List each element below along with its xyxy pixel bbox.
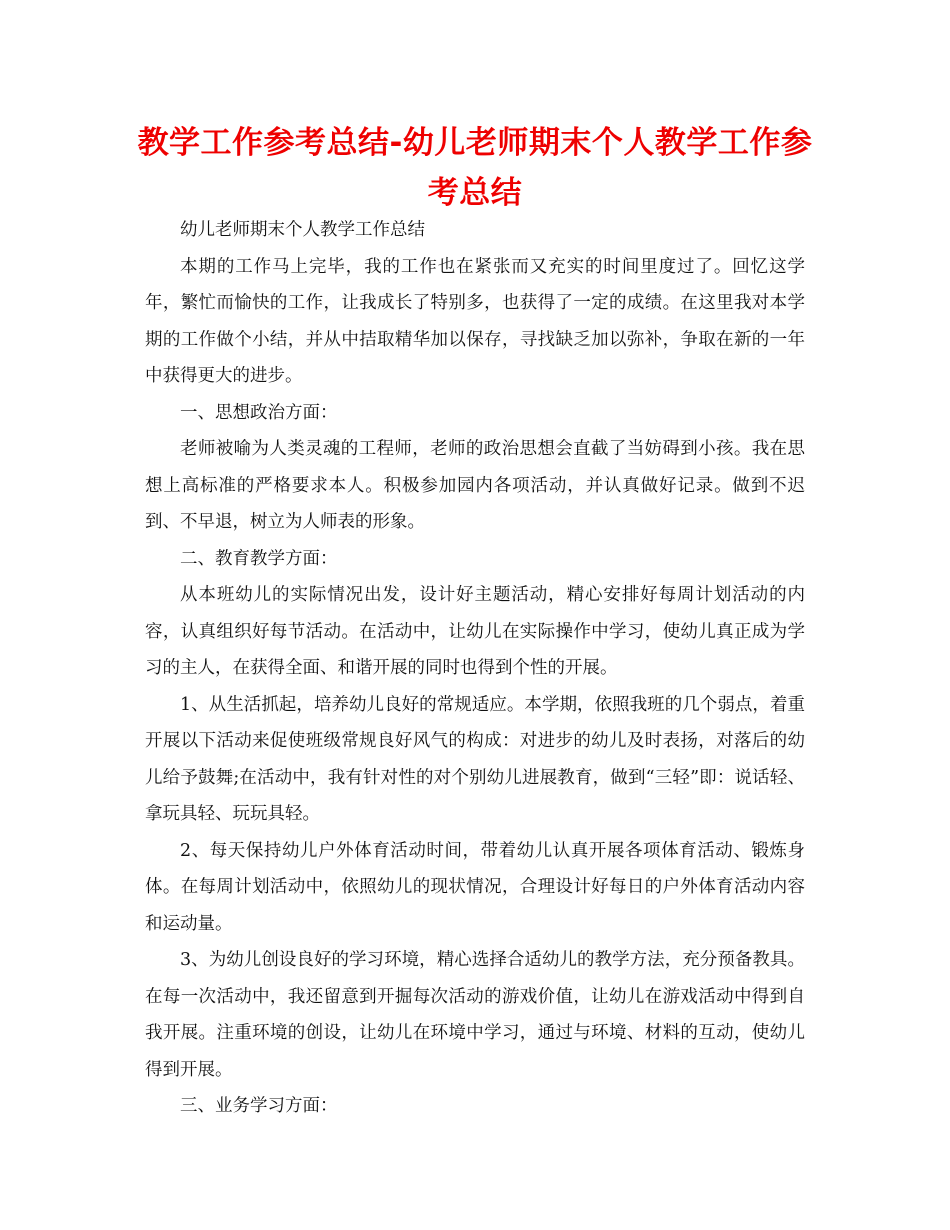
teaching-item-3: 3、为幼儿创设良好的学习环境，精心选择合适幼儿的教学方法，充分预备教具。在每一次活动中，我还留意到开掘每次活动的游戏价值，让幼儿在游戏活动中得到自我开展。注重环境的创设，让幼儿在环境中学习，通过与环境、材料的互动，使幼儿得到开展。 — [145, 950, 805, 1080]
document-body — [145, 212, 805, 1125]
politics-paragraph: 老师被喻为人类灵魂的工程师，老师的政治思想会直截了当妨碍到小孩。我在思想上高标准的严格要求本人。积极参加园内各项活动，并认真做好记录。做到不迟到、不早退，树立为人师表的形象。 — [145, 439, 805, 532]
section-heading-politics: 一、思想政治方面： — [180, 402, 338, 423]
teaching-item-2: 2、每天保持幼儿户外体育活动时间，带着幼儿认真开展各项体育活动、锻炼身体。在每周计划活动中，依照幼儿的现状情况，合理设计好每日的户外体育活动内容和运动量。 — [145, 840, 805, 934]
subtitle-paragraph: 幼儿老师期末个人教学工作总结 — [180, 220, 425, 240]
teaching-item-1: 1、从生活抓起，培养幼儿良好的常规适应。本学期，依照我班的几个弱点，着重开展以下活动来促使班级常规良好风气的构成：对进步的幼儿及时表扬，对落后的幼儿给予鼓舞;在活动中，我有针对性的对个别幼儿进展教育，做到“三轻”即：说话轻、拿玩具轻、玩玩具轻。 — [145, 694, 805, 824]
teaching-paragraph: 从本班幼儿的实际情况出发，设计好主题活动，精心安排好每周计划活动的内容，认真组织好每节活动。在活动中，让幼儿在实际操作中学习，使幼儿真正成为学习的主人，在获得全面、和谐开展的同时也得到个性的开展。 — [145, 585, 805, 678]
section-heading-teaching: 二、教育教学方面： — [180, 548, 338, 569]
document-title: 教学工作参考总结-幼儿老师期末个人教学工作参考总结 — [137, 125, 813, 211]
intro-paragraph: 本期的工作马上完毕，我的工作也在紧张而又充实的时间里度过了。回忆这学年，繁忙而愉快的工作，让我成长了特别多，也获得了一定的成绩。在这里我对本学期的工作做个小结，并从中拮取精华加以保存，寻找缺乏加以弥补，争取在新的一年中获得更大的进步。 — [145, 256, 805, 386]
section-heading-study: 三、业务学习方面： — [180, 1096, 338, 1116]
